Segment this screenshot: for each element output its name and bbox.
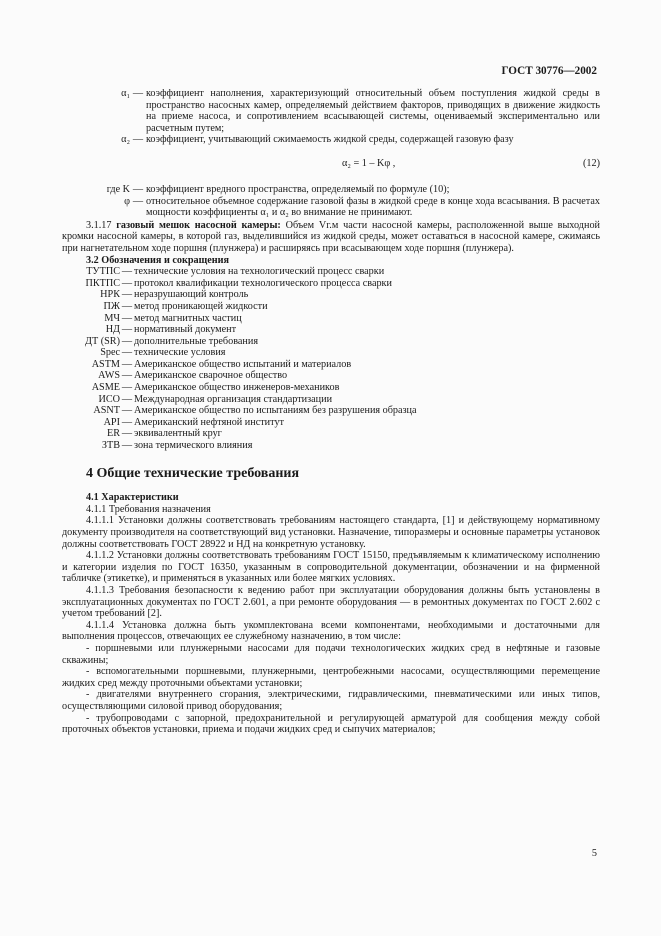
formula-lhs: α₂ xyxy=(342,157,351,169)
definition-row xyxy=(62,88,600,134)
list-item: - трубопроводами с запорной, предохранительной и регулирующей арматурой для сообщения между собой проточных объектов установки, приема и подачи жидких сред и сыпучих материалов; xyxy=(62,712,600,736)
paragraph-3-1-17 xyxy=(62,220,600,255)
abbreviation-term: ASME xyxy=(91,382,120,394)
where-definitions xyxy=(62,184,600,219)
abbreviation-text: Американский нефтяной институт xyxy=(134,416,285,428)
abbreviation-dash: — xyxy=(121,428,133,440)
paragraph: 4.1.1 Требования назначения xyxy=(86,503,211,515)
abbreviation-row xyxy=(62,336,600,348)
definition-dash: — xyxy=(132,88,144,99)
abbreviation-text: неразрушающий контроль xyxy=(134,289,249,301)
abbreviation-row xyxy=(62,405,600,417)
definition-row xyxy=(62,184,600,196)
list-item: - двигателями внутреннего сгорания, электрическими, гидравлическими, пневматическими или иных типов, осуществляющими силовой привод оборудования; xyxy=(62,689,600,712)
abbreviation-dash: — xyxy=(121,440,133,452)
paragraph: 4.1.1.1 Установки должны соответствовать требованиям настоящего стандарта, [1] и действующему нормативному документу производителя на соответствующий вид установки. Назначение, типоразмеры и основные параметры установок должны соответствовать ГОСТ 28922 и НД на конкретную установку. xyxy=(62,515,600,550)
abbreviation-text: дополнительные требования xyxy=(134,335,259,347)
abbreviation-text: Американское сварочное общество xyxy=(134,370,288,382)
abbreviation-dash: — xyxy=(121,382,133,394)
abbreviation-dash: — xyxy=(121,358,133,370)
abbreviation-term: Spec xyxy=(100,347,120,359)
abbreviation-row xyxy=(62,440,600,452)
definition-dash: — xyxy=(132,195,144,207)
section-4-1-heading: 4.1 Характеристики xyxy=(86,492,179,504)
abbreviation-row xyxy=(62,382,600,394)
abbreviation-term: ТУТПС xyxy=(86,266,120,278)
page-number: 5 xyxy=(591,848,597,859)
formula-12 xyxy=(62,146,600,184)
abbreviation-row xyxy=(62,324,600,336)
term-gas-pocket: газовый мешок насосной камеры: xyxy=(116,219,281,231)
abbreviation-dash: — xyxy=(121,266,133,278)
abbreviation-text: нормативный документ xyxy=(134,324,237,336)
definition-text: коэффициент вредного пространства, определяемый по формуле (10); xyxy=(146,183,450,195)
abbreviation-dash: — xyxy=(121,393,133,405)
abbreviation-text: Американское общество испытаний и материалов xyxy=(134,358,352,370)
abbreviation-term: ПЖ xyxy=(103,300,120,312)
formula-expression xyxy=(342,158,395,170)
abbreviation-dash: — xyxy=(121,405,133,417)
definition-text: коэффициент наполнения, характеризующий относительный объем поступления жидкой среды в пространство насосных камер, определяемый действием факторов, приводящих в движение жидкость на приеме насоса, и сопротивлением всасывающей системы, оцениваемый экспериментально или расчетным путем; xyxy=(146,88,600,134)
abbreviation-dash: — xyxy=(121,416,133,428)
abbreviation-term: ПКТПС xyxy=(85,277,120,289)
abbreviation-term: ЗТВ xyxy=(101,440,120,452)
abbreviation-text: метод магнитных частиц xyxy=(134,312,242,324)
definition-term: α₂ xyxy=(121,134,130,146)
section-4-heading: 4 Общие технические требования xyxy=(86,465,300,481)
abbreviation-row xyxy=(62,359,600,371)
definition-dash: — xyxy=(132,134,144,146)
formula-number: (12) xyxy=(583,157,600,169)
definition-row xyxy=(62,196,600,219)
definition-row xyxy=(62,134,600,146)
abbreviation-text: зона термического влияния xyxy=(134,440,253,452)
abbreviation-text: метод проникающей жидкости xyxy=(134,300,268,312)
abbreviation-row xyxy=(62,370,600,382)
paragraph-text: Объем Vг.м части насосной камеры, расположенной выше выходной кромки насосной камеры, в которой газ, выделившийся из жидкой среды, может оставаться в насосной камере, сжимаясь при нагнетательном ходе поршня (плунжера) и расширяясь при всасывающем ходе поршня (плунжера). xyxy=(62,219,600,254)
definition-dash: — xyxy=(132,183,144,195)
abbreviation-term: МЧ xyxy=(104,312,120,324)
abbreviation-term: AWS xyxy=(98,370,120,382)
abbreviation-term: API xyxy=(103,416,120,428)
abbreviation-text: протокол квалификации технологического процесса сварки xyxy=(134,277,392,289)
abbreviation-dash: — xyxy=(121,289,133,301)
abbreviation-term: НД xyxy=(105,324,120,336)
abbreviations-list xyxy=(62,266,600,452)
abbreviation-row xyxy=(62,417,600,429)
paragraph: 4.1.1.3 Требования безопасности к ведению работ при эксплуатации оборудования должны быть установлены в эксплуатационных документах по ГОСТ 2.601, а при ремонте оборудования — в ремонтных документах по ГОСТ 2.602 с учетом требований [2]. xyxy=(62,584,600,620)
alpha-definitions xyxy=(62,88,600,146)
abbreviation-text: технические условия xyxy=(134,347,226,359)
abbreviation-dash: — xyxy=(121,335,133,347)
definition-term: α₁ xyxy=(121,88,130,99)
abbreviation-term: ИСО xyxy=(98,393,120,405)
abbreviation-text: эквивалентный круг xyxy=(134,428,222,440)
abbreviation-dash: — xyxy=(121,312,133,324)
abbreviation-term: ASNT xyxy=(93,405,120,417)
paragraph-number: 3.1.17 xyxy=(86,219,112,231)
abbreviation-row xyxy=(62,266,600,278)
abbreviation-text: Международная организация стандартизации xyxy=(134,393,333,405)
abbreviation-row xyxy=(62,428,600,440)
abbreviation-row xyxy=(62,394,600,406)
abbreviation-row xyxy=(62,313,600,325)
abbreviation-dash: — xyxy=(121,347,133,359)
abbreviation-term: НРК xyxy=(100,289,120,301)
paragraph: 4.1.1.4 Установка должна быть укомплектована всеми компонентами, необходимыми и достаточными для выполнения процессов, отвечающих ее служебному назначению, в том числе: xyxy=(62,619,600,643)
abbreviation-row xyxy=(62,301,600,313)
abbreviation-term: ER xyxy=(106,428,120,440)
abbreviation-row xyxy=(62,347,600,359)
abbreviation-row xyxy=(62,289,600,301)
paragraph: 4.1.1.2 Установки должны соответствовать требованиям ГОСТ 15150, предъявляемым к климатическому исполнению и категории изделия по ГОСТ 16350, указанным в сопроводительной документации, обозначении и на фирменной табличке (этикетке), и применяться в указанных или более мягких условиях. xyxy=(62,550,600,585)
abbreviation-dash: — xyxy=(121,300,133,312)
formula-rhs: = 1 – Kφ , xyxy=(353,157,396,169)
document-body xyxy=(62,88,600,736)
list-item: - вспомогательными поршневыми, плунжерными, центробежными насосами, осуществляющими перемещение жидких сред между проточными объектами установки; xyxy=(62,666,600,689)
section-3-2-heading: 3.2 Обозначения и сокращения xyxy=(86,254,230,266)
abbreviation-dash: — xyxy=(121,370,133,382)
abbreviation-dash: — xyxy=(121,277,133,289)
list-item: - поршневыми или плунжерными насосами для подачи технологических жидких сред в нефтяные и газовые скважины; xyxy=(62,642,600,666)
document-header: ГОСТ 30776—2002 xyxy=(501,65,597,77)
abbreviation-text: Американское общество по испытаниям без разрушения образца xyxy=(134,405,417,417)
abbreviation-text: технические условия на технологический процесс сварки xyxy=(134,266,385,278)
definition-term: где K xyxy=(106,183,130,195)
definition-text: относительное объемное содержание газовой фазы в жидкой среде в конце хода всасывания. В расчетах мощности коэффициенты α₁ и α₂ во внимание не принимают. xyxy=(146,195,600,219)
abbreviation-term: ДТ (SR) xyxy=(85,335,120,347)
definition-term: φ xyxy=(124,195,130,207)
abbreviation-dash: — xyxy=(121,324,133,336)
abbreviation-term: ASTM xyxy=(91,358,120,370)
abbreviation-row xyxy=(62,278,600,290)
abbreviation-text: Американское общество инженеров-механиков xyxy=(134,382,340,394)
definition-text: коэффициент, учитывающий сжимаемость жидкой среды, содержащей газовую фазу xyxy=(146,134,514,146)
